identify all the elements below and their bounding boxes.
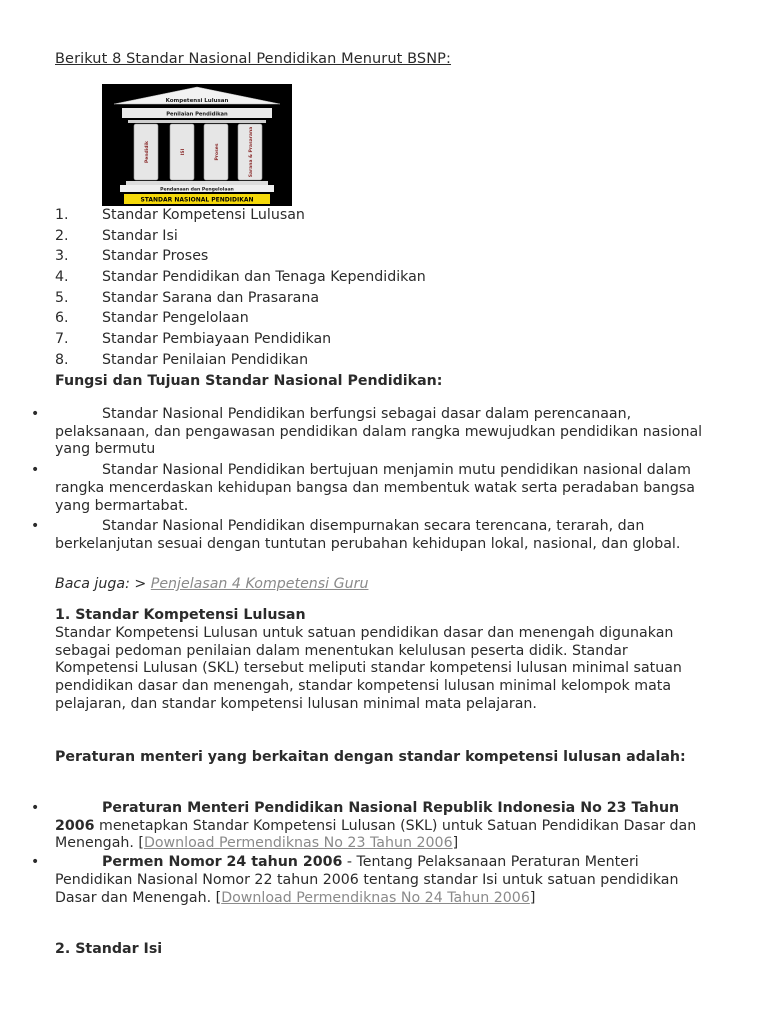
kompetensi-guru-link[interactable]: Penjelasan 4 Kompetensi Guru bbox=[150, 576, 369, 592]
baca-juga: Baca juga: > Penjelasan 4 Kompetensi Guru bbox=[55, 576, 369, 592]
section1-title: 1. Standar Kompetensi Lulusan bbox=[55, 607, 306, 623]
pillar-1-label: Pendidik bbox=[145, 140, 150, 164]
pillar-2-label: ISI bbox=[181, 148, 186, 156]
document-page: Berikut 8 Standar Nasional Pendidikan Menurut BSNP: Kompetensi Lulusan Penilaian Pendidikan Pendidik ISI Proses Sarana & Prasarana Pendanaan dan Pengelolaan STANDAR NASIONAL PENDIDIKAN 1. Standar Kompetensi Lulusan 2. Standar Isi 3. Standar Proses 4. Standar Pendidikan dan Tenaga Kependidikan 5. Standar Sarana dan Prasarana 6. Standar Pengelolaan 7. Standar Pembiayaan Pendidikan 8. Standar Penilaian Pendidikan Fungsi dan Tujuan Standar Nasional Pendidikan: • Standar Nasional Pendidikan berfungsi sebagai dasar dalam perencanaan, pelaksanaan, dan pengawasan pendidikan dalam rangka mewujudkan pendidikan nasional yang bermutu • Standar Nasional Pendidikan bertujuan menjamin mutu pendidikan nasional dalam rangka mencerdaskan kehidupan bangsa dan membentuk watak serta peradaban bangsa yang bermartabat. • Standar Nasional Pendidikan disempurnakan secara terencana, terarah, dan berkelanjutan sesuai dengan tuntutan perubahan kehidupan lokal, nasional, dan global. Baca juga: > Penjelasan 4 Kompetensi Guru 1. Standar Kompetensi Lulusan Standar Kompetensi Lulusan untuk satuan pendidikan dasar dan menengah digunakan sebagai pedoman penilaian dalam menentukan kelulusan peserta didik. Standar Kompetensi Lulusan (SKL) tersebut meliputi standar kompetensi lulusan minimal satuan pendidikan dasar dan menengah, standar kompetensi lulusan minimal kelompok mata pelajaran, dan standar kompetensi lulusan minimal mata pelajaran. Peraturan menteri yang berkaitan dengan standar kompetensi lulusan adalah: • Peraturan Menteri Pendidikan Nasional Republik Indonesia No 23 Tahun 2006 menetapkan Standar Kompetensi Lulusan (SKL) untuk Satuan Pendidikan Dasar dan Menengah. [Download Permendiknas No 23 Tahun 2006] • Permen Nomor 24 tahun 2006 - Tentang Pelaksanaan Peraturan Menteri Pendidikan Nasional Nomor 22 tahun 2006 tentang standar Isi untuk satuan pendidikan Dasar dan Menengah. [Download Permendiknas No 24 Tahun 2006] 2. Standar Isi bbox=[0, 0, 768, 1024]
banner-label: STANDAR NASIONAL PENDIDIKAN bbox=[140, 196, 254, 204]
download-permen-24-link[interactable]: Download Permendiknas No 24 Tahun 2006 bbox=[221, 889, 530, 906]
fungsi-heading: Fungsi dan Tujuan Standar Nasional Pendidikan: bbox=[55, 373, 443, 389]
page-heading: Berikut 8 Standar Nasional Pendidikan Menurut BSNP: bbox=[55, 51, 452, 67]
list-item: • Standar Nasional Pendidikan berfungsi sebagai dasar dalam perencanaan, pelaksanaan, dan pengawasan pendidikan dalam rangka mewujudkan pendidikan nasional yang bermutu bbox=[31, 406, 703, 458]
pillar-illustration bbox=[102, 84, 292, 206]
section2-title: 2. Standar Isi bbox=[55, 941, 163, 957]
list-item: • Standar Nasional Pendidikan disempurnakan secara terencana, terarah, dan berkelanjutan sesuai dengan tuntutan perubahan kehidupan lokal, nasional, dan global. bbox=[31, 518, 681, 552]
section1-body: Standar Kompetensi Lulusan untuk satuan pendidikan dasar dan menengah digunakan sebagai pedoman penilaian dalam menentukan kelulusan peserta didik. Standar Kompetensi Lulusan (SKL) tersebut meliputi standar kompetensi lulusan minimal satuan pendidikan dasar dan menengah, standar kompetensi lulusan minimal kelompok mata pelajaran, dan standar kompetensi lulusan minimal mata pelajaran. bbox=[55, 625, 682, 712]
list-item: • Standar Nasional Pendidikan bertujuan menjamin mutu pendidikan nasional dalam rangka mencerdaskan kehidupan bangsa dan membentuk watak serta peradaban bangsa yang bermartabat. bbox=[31, 462, 695, 514]
fungsi-list bbox=[0, 406, 768, 554]
peraturan-list bbox=[0, 800, 768, 907]
roof-label: Kompetensi Lulusan bbox=[165, 98, 229, 104]
list-item: • Permen Nomor 24 tahun 2006 - Tentang Pelaksanaan Peraturan Menteri Pendidikan Nasional Nomor 22 tahun 2006 tentang standar Isi untuk satuan pendidikan Dasar dan Menengah. [Download Permendiknas No 24 Tahun 2006] bbox=[31, 854, 679, 906]
list-item: • Peraturan Menteri Pendidikan Nasional Republik Indonesia No 23 Tahun 2006 menetapkan Standar Kompetensi Lulusan (SKL) untuk Satuan Pendidikan Dasar dan Menengah. [Download Permendiknas No 23 Tahun 2006] bbox=[31, 800, 697, 852]
peraturan-heading: Peraturan menteri yang berkaitan dengan standar kompetensi lulusan adalah: bbox=[55, 749, 686, 765]
beam-label: Penilaian Pendidikan bbox=[166, 111, 228, 118]
pillar-4-label: Sarana & Prasarana bbox=[249, 126, 254, 178]
pillar-3-label: Proses bbox=[215, 143, 220, 161]
download-permen-23-link[interactable]: Download Permendiknas No 23 Tahun 2006 bbox=[143, 835, 453, 852]
base-label: Pendanaan dan Pengelolaan bbox=[160, 187, 234, 193]
